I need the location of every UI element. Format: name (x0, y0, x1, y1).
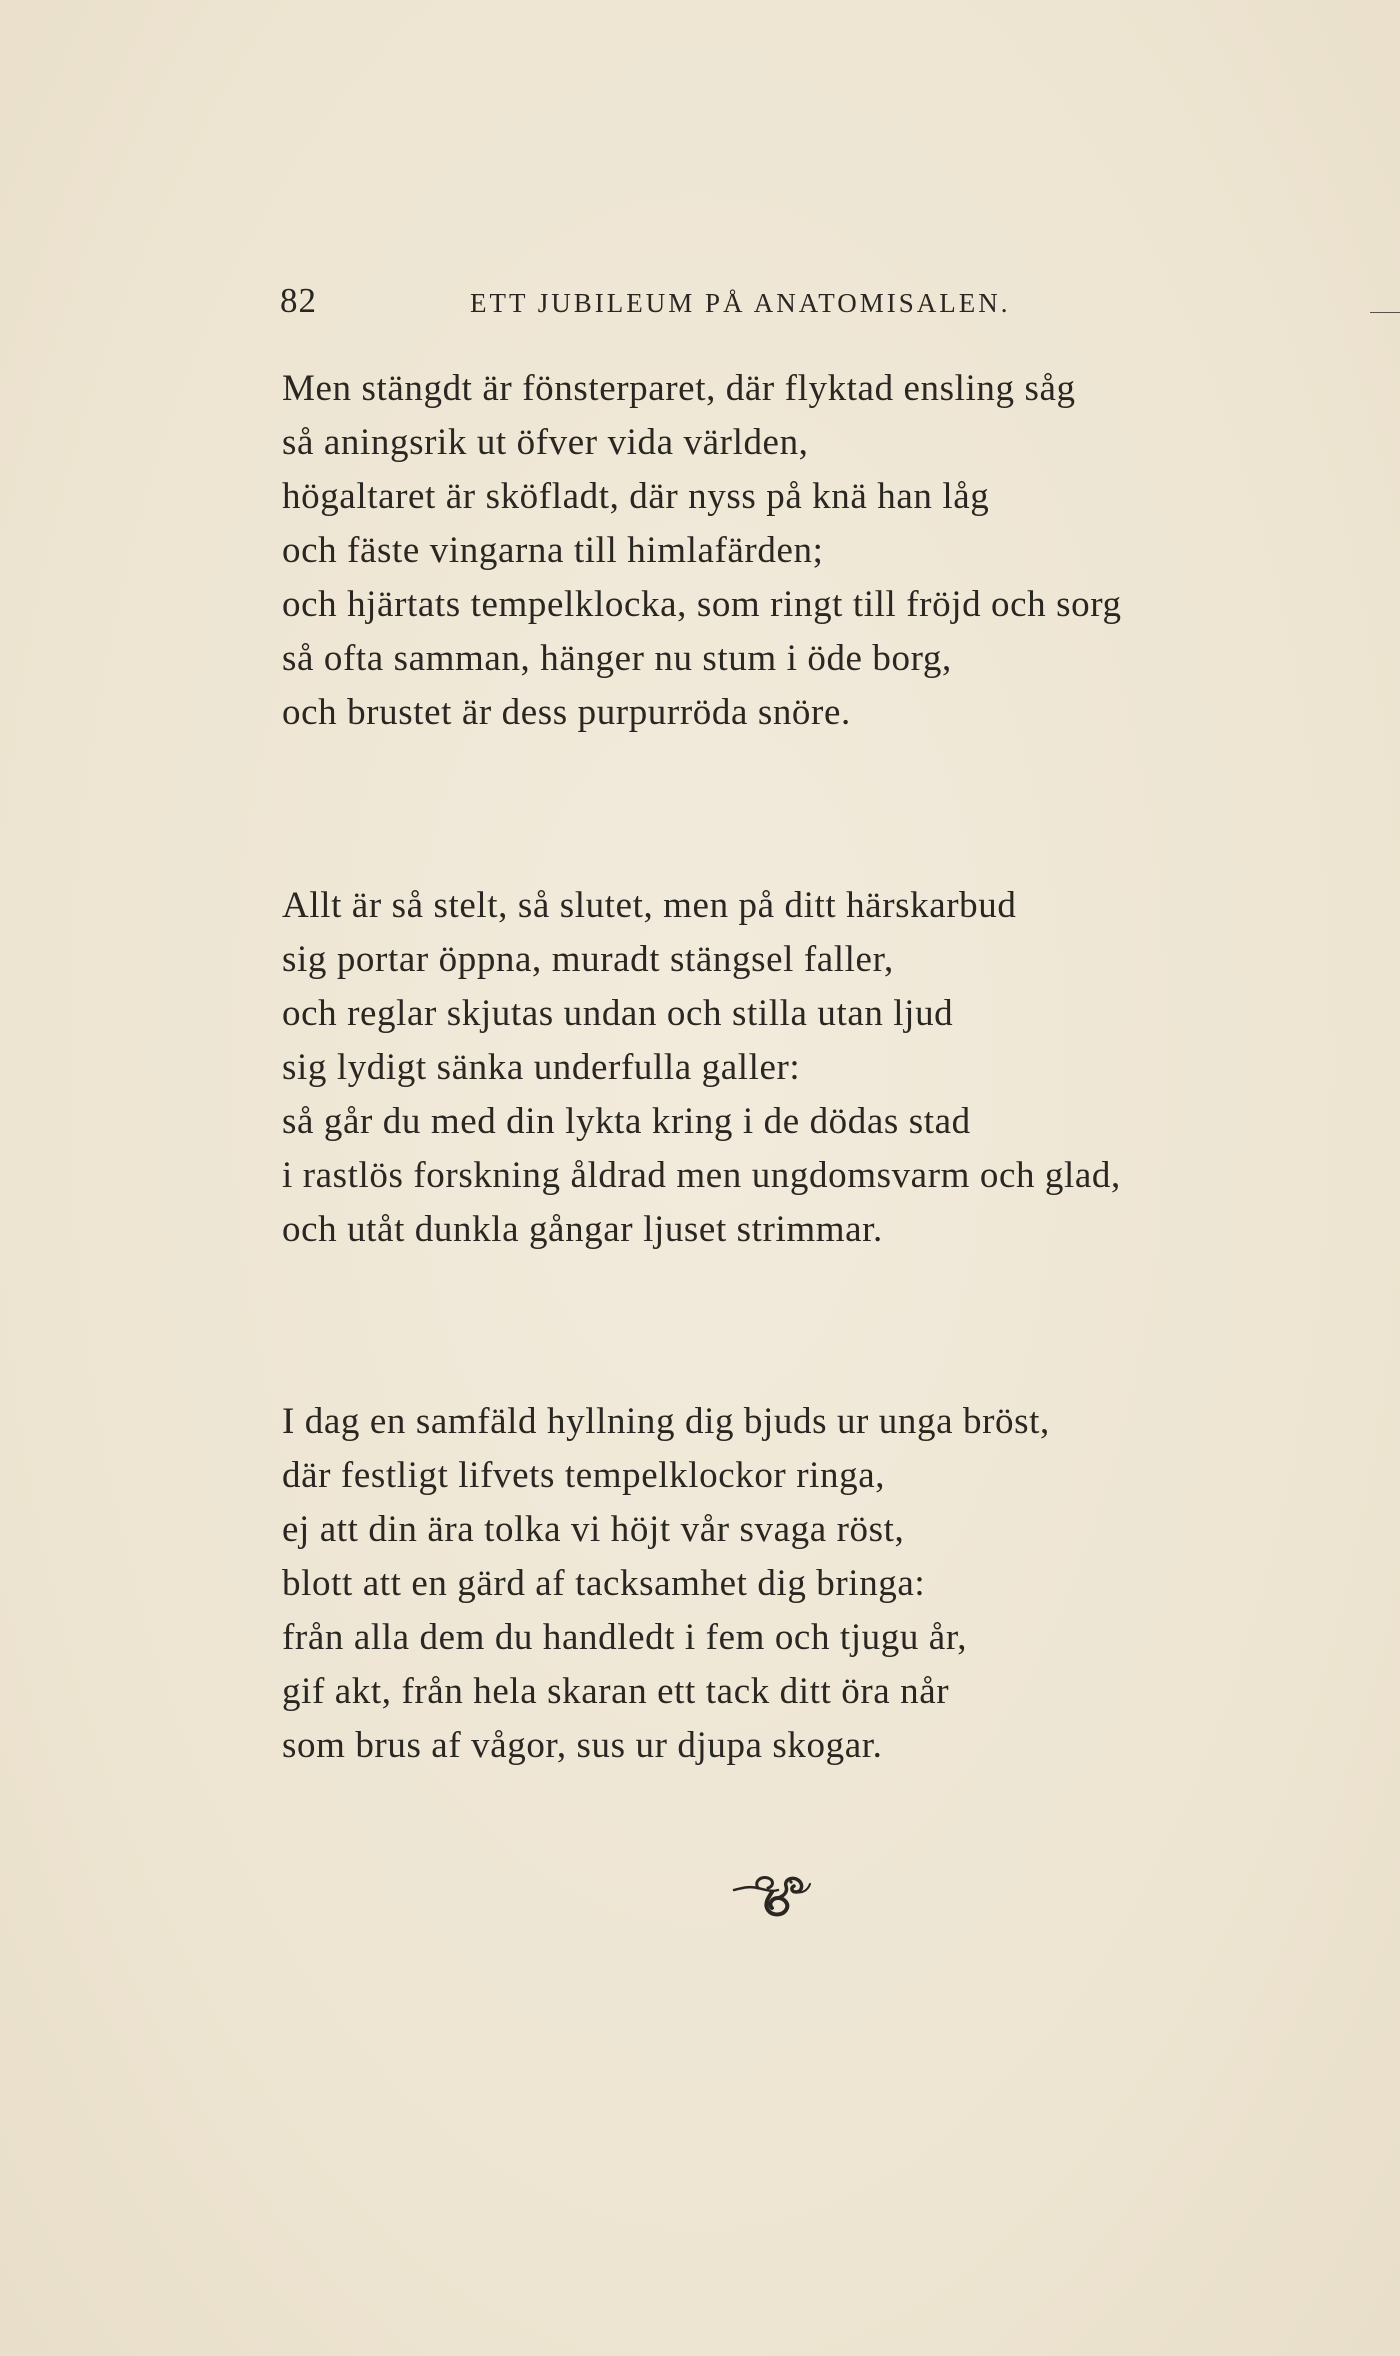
poem-line: och reglar skjutas undan och stilla utan ljud (282, 993, 954, 1034)
poem-line: sig portar öppna, muradt stängsel faller, (282, 939, 894, 980)
poem-line: I dag en samfäld hyllning dig bjuds ur unga bröst, (282, 1401, 1050, 1442)
poem-line: och brustet är dess purpurröda snöre. (282, 692, 851, 733)
stanza-3 (282, 1395, 1322, 1773)
poem-line: och fäste vingarna till himlafärden; (282, 530, 824, 571)
poem-line: Allt är så stelt, så slutet, men på ditt härskarbud (282, 885, 1017, 926)
poem-line: som brus af vågor, sus ur djupa skogar. (282, 1725, 883, 1766)
poem-line: så aningsrik ut öfver vida världen, (282, 422, 809, 463)
serpent-tailpiece-icon (728, 1868, 828, 1928)
poem-line: ej att din ära tolka vi höjt vår svaga röst, (282, 1509, 905, 1550)
poem-line: i rastlös forskning åldrad men ungdomsvarm och glad, (282, 1155, 1121, 1196)
poem-line: så går du med din lykta kring i de dödas stad (282, 1101, 971, 1142)
poem-line: blott att en gärd af tacksamhet dig bringa: (282, 1563, 926, 1604)
poem-line: där festligt lifvets tempelklockor ringa, (282, 1455, 886, 1496)
stanza-1 (282, 362, 1322, 740)
poem-line: och hjärtats tempelklocka, som ringt till fröjd och sorg (282, 584, 1122, 625)
running-head: ETT JUBILEUM PÅ ANATOMISALEN. (470, 288, 1011, 318)
poem-line: från alla dem du handledt i fem och tjugu år, (282, 1617, 968, 1658)
poem-line: högaltaret är sköfladt, där nyss på knä han låg (282, 476, 990, 517)
page-number: 82 (280, 281, 317, 320)
stanza-2 (282, 879, 1322, 1257)
page-header (280, 276, 1290, 326)
poem-line: gif akt, från hela skaran ett tack ditt öra når (282, 1671, 950, 1712)
poem-line: och utåt dunkla gångar ljuset strimmar. (282, 1209, 883, 1250)
poem-line: så ofta samman, hänger nu stum i öde borg, (282, 638, 952, 679)
poem-line: sig lydigt sänka underfulla galler: (282, 1047, 801, 1088)
poem-line: Men stängdt är fönsterparet, där flyktad ensling såg (282, 368, 1076, 409)
header-rule (1370, 312, 1400, 313)
